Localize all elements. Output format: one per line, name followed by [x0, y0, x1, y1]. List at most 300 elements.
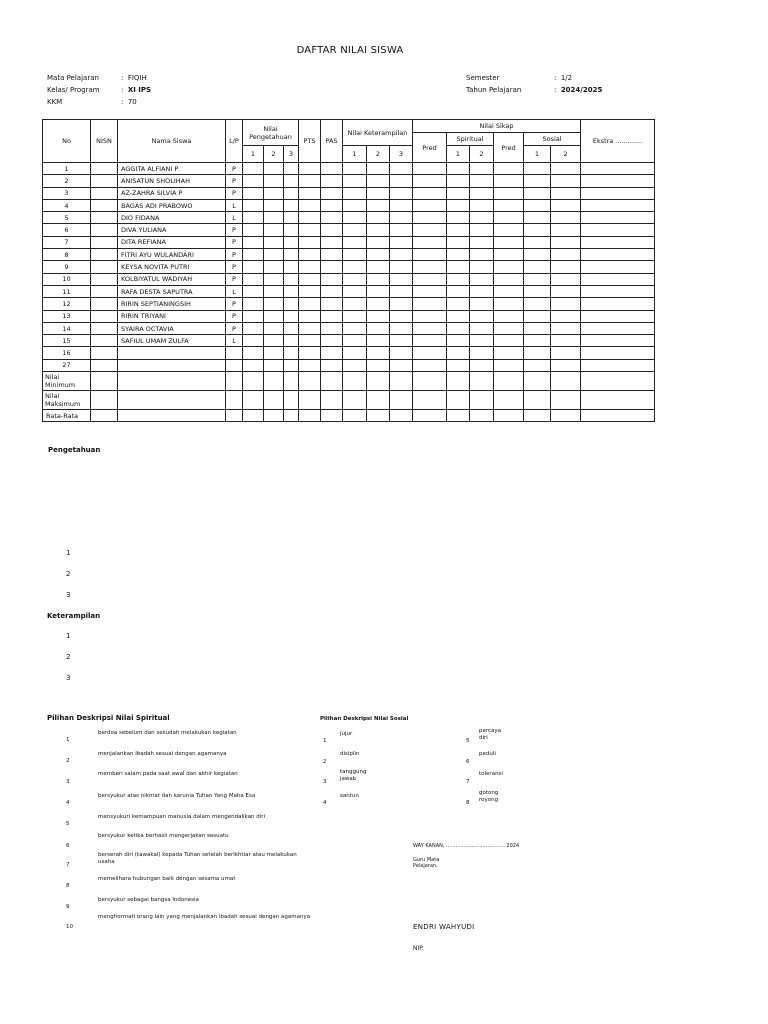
grade-cell[interactable]: [413, 347, 447, 359]
table-row: [43, 199, 655, 211]
grade-cell[interactable]: [581, 322, 655, 334]
grade-cell[interactable]: [390, 298, 413, 310]
grade-cell[interactable]: [581, 310, 655, 322]
grade-cell[interactable]: [321, 187, 343, 199]
col-pts: PTS: [299, 120, 321, 163]
grade-cell[interactable]: [343, 335, 367, 347]
grade-cell[interactable]: [524, 322, 551, 334]
grade-cell[interactable]: [367, 249, 390, 261]
grade-cell[interactable]: [284, 199, 299, 211]
grade-cell[interactable]: [551, 310, 581, 322]
grade-cell[interactable]: [299, 261, 321, 273]
signature-place-date: WAY KANAN, ..................................... 2024: [413, 843, 520, 849]
grade-cell[interactable]: [367, 163, 390, 175]
grade-cell[interactable]: [524, 335, 551, 347]
grade-cell[interactable]: [494, 285, 524, 297]
grade-cell[interactable]: [321, 175, 343, 187]
row-no: 13: [43, 310, 91, 322]
grade-cell[interactable]: [343, 322, 367, 334]
grade-cell[interactable]: [321, 335, 343, 347]
grade-cell[interactable]: [343, 187, 367, 199]
row-nisn: [91, 285, 118, 297]
grade-cell[interactable]: [284, 261, 299, 273]
grade-cell[interactable]: [470, 322, 494, 334]
grade-cell[interactable]: [494, 199, 524, 211]
grade-cell[interactable]: [494, 163, 524, 175]
sosial-item-number: 6: [466, 759, 470, 765]
grade-cell[interactable]: [581, 335, 655, 347]
grade-cell[interactable]: [390, 236, 413, 248]
row-no: 2: [43, 175, 91, 187]
grade-cell[interactable]: [413, 249, 447, 261]
grade-cell[interactable]: [264, 224, 284, 236]
grade-cell[interactable]: [524, 249, 551, 261]
grade-cell[interactable]: [470, 359, 494, 371]
grade-cell[interactable]: [581, 163, 655, 175]
grade-cell[interactable]: [447, 261, 470, 273]
grade-cell[interactable]: [447, 298, 470, 310]
grade-cell[interactable]: [447, 224, 470, 236]
grade-cell[interactable]: [367, 310, 390, 322]
grade-cell[interactable]: [390, 347, 413, 359]
grade-cell[interactable]: [367, 261, 390, 273]
row-lp: P: [226, 322, 243, 334]
grade-cell[interactable]: [524, 175, 551, 187]
grade-cell[interactable]: [299, 322, 321, 334]
grade-cell[interactable]: [494, 249, 524, 261]
grade-cell[interactable]: [343, 175, 367, 187]
grade-cell[interactable]: [264, 212, 284, 224]
grade-cell[interactable]: [343, 249, 367, 261]
grade-cell[interactable]: [321, 322, 343, 334]
grade-cell[interactable]: [447, 175, 470, 187]
grade-cell[interactable]: [413, 187, 447, 199]
grade-cell[interactable]: [343, 212, 367, 224]
grade-cell[interactable]: [390, 249, 413, 261]
grade-cell[interactable]: [321, 273, 343, 285]
grade-cell[interactable]: [243, 224, 264, 236]
grade-cell[interactable]: [494, 212, 524, 224]
grade-cell[interactable]: [524, 359, 551, 371]
grade-cell[interactable]: [243, 199, 264, 211]
grade-cell[interactable]: [494, 261, 524, 273]
grade-cell[interactable]: [494, 236, 524, 248]
col-np-1: 1: [243, 146, 264, 163]
grade-cell[interactable]: [367, 199, 390, 211]
grade-cell[interactable]: [413, 175, 447, 187]
row-lp: [226, 359, 243, 371]
row-no: 9: [43, 261, 91, 273]
grade-cell[interactable]: [581, 175, 655, 187]
grade-cell[interactable]: [524, 236, 551, 248]
grade-cell[interactable]: [264, 310, 284, 322]
grade-cell[interactable]: [284, 347, 299, 359]
grade-cell[interactable]: [343, 285, 367, 297]
grade-cell[interactable]: [367, 335, 390, 347]
row-no: 11: [43, 285, 91, 297]
grade-cell[interactable]: [299, 310, 321, 322]
grade-cell[interactable]: [447, 187, 470, 199]
grade-cell[interactable]: [470, 347, 494, 359]
grade-cell[interactable]: [390, 322, 413, 334]
grade-cell[interactable]: [284, 273, 299, 285]
grade-cell[interactable]: [321, 298, 343, 310]
grade-cell[interactable]: [413, 285, 447, 297]
grade-cell[interactable]: [343, 224, 367, 236]
grade-cell[interactable]: [284, 187, 299, 199]
spiritual-item-text: berserah diri (tawakal) kepada Tuhan setelah berikhtiar atau melakukan usaha: [98, 852, 297, 865]
grade-cell[interactable]: [284, 163, 299, 175]
grade-cell[interactable]: [447, 347, 470, 359]
grade-cell[interactable]: [551, 335, 581, 347]
grade-cell[interactable]: [551, 187, 581, 199]
grade-cell[interactable]: [284, 310, 299, 322]
grade-cell[interactable]: [413, 298, 447, 310]
grade-cell[interactable]: [264, 322, 284, 334]
col-spiritual-2: 2: [470, 146, 494, 163]
grade-cell[interactable]: [264, 335, 284, 347]
grade-cell[interactable]: [243, 261, 264, 273]
grade-cell[interactable]: [367, 298, 390, 310]
grade-cell[interactable]: [494, 273, 524, 285]
grade-cell[interactable]: [447, 273, 470, 285]
grade-cell[interactable]: [343, 163, 367, 175]
grade-cell[interactable]: [581, 359, 655, 371]
grade-cell[interactable]: [299, 335, 321, 347]
grade-cell[interactable]: [264, 187, 284, 199]
grade-cell[interactable]: [494, 322, 524, 334]
grade-cell[interactable]: [390, 163, 413, 175]
grade-cell[interactable]: [551, 212, 581, 224]
grade-cell[interactable]: [321, 212, 343, 224]
grade-cell[interactable]: [284, 212, 299, 224]
grade-cell[interactable]: [321, 199, 343, 211]
row-nama: FITRI AYU WULANDARI: [118, 249, 226, 261]
grade-cell[interactable]: [390, 199, 413, 211]
grade-cell[interactable]: [413, 322, 447, 334]
grade-cell[interactable]: [581, 224, 655, 236]
grade-cell[interactable]: [284, 285, 299, 297]
grade-cell[interactable]: [299, 298, 321, 310]
grade-cell[interactable]: [243, 273, 264, 285]
grade-cell[interactable]: [284, 236, 299, 248]
grade-cell[interactable]: [524, 187, 551, 199]
grade-cell[interactable]: [367, 273, 390, 285]
grade-cell[interactable]: [470, 187, 494, 199]
table-row: [43, 187, 655, 199]
grade-cell[interactable]: [243, 347, 264, 359]
grade-cell[interactable]: [413, 199, 447, 211]
grade-cell[interactable]: [390, 310, 413, 322]
grade-cell[interactable]: [494, 175, 524, 187]
col-pred-spiritual: Pred: [413, 133, 447, 163]
sosial-item-text: tanggung jawab: [340, 769, 367, 782]
grade-cell[interactable]: [470, 199, 494, 211]
grade-cell[interactable]: [264, 199, 284, 211]
grade-cell[interactable]: [284, 224, 299, 236]
grade-cell[interactable]: [390, 261, 413, 273]
grade-cell[interactable]: [243, 212, 264, 224]
grade-cell[interactable]: [367, 359, 390, 371]
grade-cell[interactable]: [524, 310, 551, 322]
grade-cell[interactable]: [494, 224, 524, 236]
grade-cell[interactable]: [447, 163, 470, 175]
grade-cell[interactable]: [413, 310, 447, 322]
grade-cell[interactable]: [447, 249, 470, 261]
grade-cell[interactable]: [390, 187, 413, 199]
grade-cell[interactable]: [390, 273, 413, 285]
grade-cell[interactable]: [243, 310, 264, 322]
row-nama: RIRIN SEPTIANINGSIH: [118, 298, 226, 310]
grade-cell[interactable]: [243, 335, 264, 347]
grade-cell[interactable]: [470, 249, 494, 261]
grade-cell[interactable]: [524, 212, 551, 224]
grade-cell[interactable]: [470, 273, 494, 285]
grade-cell[interactable]: [321, 249, 343, 261]
grade-cell[interactable]: [581, 199, 655, 211]
table-row: [43, 175, 655, 187]
grade-cell[interactable]: [390, 359, 413, 371]
tahun-label: Tahun Pelajaran: [466, 86, 522, 94]
grade-cell[interactable]: [470, 236, 494, 248]
grade-cell[interactable]: [551, 322, 581, 334]
grade-cell[interactable]: [551, 175, 581, 187]
grade-cell[interactable]: [299, 236, 321, 248]
grade-cell[interactable]: [284, 249, 299, 261]
grade-cell[interactable]: [551, 298, 581, 310]
grade-cell[interactable]: [321, 310, 343, 322]
grade-cell[interactable]: [581, 298, 655, 310]
grade-cell[interactable]: [321, 359, 343, 371]
grade-cell[interactable]: [581, 261, 655, 273]
grade-cell[interactable]: [284, 322, 299, 334]
grade-cell[interactable]: [447, 335, 470, 347]
grade-cell[interactable]: [299, 285, 321, 297]
row-lp: P: [226, 236, 243, 248]
grade-cell[interactable]: [470, 163, 494, 175]
grade-cell[interactable]: [524, 273, 551, 285]
grade-cell[interactable]: [343, 359, 367, 371]
row-nisn: [91, 298, 118, 310]
grade-cell[interactable]: [447, 236, 470, 248]
col-np-2: 2: [264, 146, 284, 163]
row-nisn: [91, 335, 118, 347]
grade-cell[interactable]: [367, 347, 390, 359]
grade-cell[interactable]: [551, 199, 581, 211]
spiritual-title: Pilihan Deskripsi Nilai Spiritual: [47, 714, 170, 722]
grade-cell[interactable]: [243, 236, 264, 248]
grade-cell[interactable]: [470, 212, 494, 224]
grade-cell[interactable]: [299, 175, 321, 187]
grade-cell[interactable]: [243, 298, 264, 310]
grade-cell[interactable]: [581, 236, 655, 248]
grade-cell[interactable]: [321, 347, 343, 359]
grade-cell[interactable]: [413, 163, 447, 175]
grade-cell[interactable]: [551, 236, 581, 248]
grade-cell[interactable]: [321, 163, 343, 175]
row-nama: RAFA DESTA SAPUTRA: [118, 285, 226, 297]
grade-cell[interactable]: [413, 224, 447, 236]
grade-cell[interactable]: [413, 212, 447, 224]
grade-cell[interactable]: [470, 261, 494, 273]
kelas-label: Kelas/ Program: [47, 86, 100, 94]
grade-cell[interactable]: [367, 175, 390, 187]
col-nilai-sikap: Nilai Sikap: [413, 120, 581, 133]
grade-cell[interactable]: [264, 347, 284, 359]
grade-cell[interactable]: [284, 175, 299, 187]
col-sosial-1: 1: [524, 146, 551, 163]
sosial-item-text: jujur: [340, 731, 353, 737]
grade-cell[interactable]: [470, 224, 494, 236]
grade-cell[interactable]: [243, 359, 264, 371]
grade-cell[interactable]: [524, 224, 551, 236]
grade-cell[interactable]: [494, 347, 524, 359]
grade-cell[interactable]: [447, 212, 470, 224]
grade-cell[interactable]: [299, 224, 321, 236]
grade-cell[interactable]: [494, 310, 524, 322]
sosial-title: Pilihan Deskripsi Nilai Sosial: [320, 716, 409, 722]
grade-cell[interactable]: [321, 261, 343, 273]
grade-cell[interactable]: [264, 163, 284, 175]
grade-cell[interactable]: [413, 261, 447, 273]
grade-cell[interactable]: [243, 322, 264, 334]
grade-cell[interactable]: [390, 335, 413, 347]
grade-cell[interactable]: [343, 236, 367, 248]
grade-cell[interactable]: [551, 249, 581, 261]
grade-cell[interactable]: [367, 224, 390, 236]
grade-cell[interactable]: [299, 347, 321, 359]
grade-cell[interactable]: [299, 359, 321, 371]
table-row: [43, 310, 655, 322]
grade-cell[interactable]: [367, 212, 390, 224]
grade-cell[interactable]: [470, 310, 494, 322]
col-nisn: NISN: [91, 120, 118, 163]
grade-cell[interactable]: [390, 285, 413, 297]
grade-cell[interactable]: [243, 285, 264, 297]
grade-cell[interactable]: [447, 285, 470, 297]
grade-cell[interactable]: [299, 273, 321, 285]
grade-cell[interactable]: [447, 199, 470, 211]
table-row: [43, 261, 655, 273]
footer-row-min: [43, 372, 655, 391]
sosial-item-number: 5: [466, 738, 470, 744]
grade-cell[interactable]: [470, 335, 494, 347]
grade-cell[interactable]: [343, 310, 367, 322]
grade-cell[interactable]: [413, 273, 447, 285]
grade-cell[interactable]: [551, 273, 581, 285]
grade-cell[interactable]: [284, 298, 299, 310]
grade-cell[interactable]: [343, 347, 367, 359]
grade-cell[interactable]: [299, 212, 321, 224]
grade-cell[interactable]: [343, 199, 367, 211]
grade-cell[interactable]: [264, 236, 284, 248]
grade-cell[interactable]: [299, 249, 321, 261]
grade-cell[interactable]: [494, 187, 524, 199]
grade-cell[interactable]: [264, 261, 284, 273]
grade-cell[interactable]: [581, 347, 655, 359]
grade-cell[interactable]: [413, 236, 447, 248]
grade-cell[interactable]: [264, 298, 284, 310]
grade-cell[interactable]: [524, 163, 551, 175]
grade-cell[interactable]: [551, 347, 581, 359]
grade-cell[interactable]: [299, 163, 321, 175]
grade-cell[interactable]: [581, 273, 655, 285]
grade-cell[interactable]: [243, 163, 264, 175]
grade-cell[interactable]: [524, 261, 551, 273]
grade-cell[interactable]: [413, 359, 447, 371]
grade-cell[interactable]: [413, 335, 447, 347]
grade-cell[interactable]: [390, 224, 413, 236]
grade-cell[interactable]: [243, 187, 264, 199]
grade-cell[interactable]: [524, 285, 551, 297]
grade-cell[interactable]: [264, 175, 284, 187]
grade-cell[interactable]: [551, 359, 581, 371]
grade-cell[interactable]: [581, 249, 655, 261]
grade-cell[interactable]: [470, 175, 494, 187]
grade-cell[interactable]: [470, 298, 494, 310]
grade-cell[interactable]: [264, 359, 284, 371]
grade-cell[interactable]: [551, 285, 581, 297]
grade-cell[interactable]: [243, 175, 264, 187]
grade-cell[interactable]: [581, 187, 655, 199]
grade-cell[interactable]: [581, 212, 655, 224]
row-nama: DITA REFIANA: [118, 236, 226, 248]
grade-cell[interactable]: [581, 285, 655, 297]
grade-cell[interactable]: [284, 359, 299, 371]
grade-cell[interactable]: [551, 163, 581, 175]
grade-cell[interactable]: [343, 298, 367, 310]
grade-cell[interactable]: [470, 285, 494, 297]
grade-cell[interactable]: [390, 175, 413, 187]
grade-cell[interactable]: [321, 224, 343, 236]
grade-cell[interactable]: [243, 249, 264, 261]
grade-cell[interactable]: [524, 298, 551, 310]
grade-cell[interactable]: [264, 285, 284, 297]
grade-cell[interactable]: [299, 199, 321, 211]
grade-cell[interactable]: [343, 261, 367, 273]
grade-cell[interactable]: [447, 359, 470, 371]
meta-row-kelas: [47, 84, 151, 96]
sosial-item-text: santun: [340, 793, 359, 799]
grade-cell[interactable]: [321, 236, 343, 248]
grade-cell[interactable]: [264, 273, 284, 285]
grade-cell[interactable]: [321, 285, 343, 297]
grade-cell[interactable]: [390, 212, 413, 224]
keterampilan-item-1: 1: [66, 632, 71, 640]
grade-cell[interactable]: [284, 335, 299, 347]
grade-cell[interactable]: [367, 285, 390, 297]
grade-cell[interactable]: [367, 236, 390, 248]
grade-cell[interactable]: [494, 298, 524, 310]
grade-cell[interactable]: [343, 273, 367, 285]
row-no: 8: [43, 249, 91, 261]
signature-role-1: Guru Mata: [413, 857, 440, 863]
row-lp: P: [226, 261, 243, 273]
grade-cell[interactable]: [524, 199, 551, 211]
grade-cell[interactable]: [494, 359, 524, 371]
grade-cell[interactable]: [447, 310, 470, 322]
grade-cell[interactable]: [299, 187, 321, 199]
grade-cell[interactable]: [551, 261, 581, 273]
grade-cell[interactable]: [264, 249, 284, 261]
row-lp: P: [226, 273, 243, 285]
grade-cell[interactable]: [367, 322, 390, 334]
grade-cell[interactable]: [551, 224, 581, 236]
grade-cell[interactable]: [447, 322, 470, 334]
grade-cell[interactable]: [524, 347, 551, 359]
grade-cell[interactable]: [494, 335, 524, 347]
grade-cell[interactable]: [367, 187, 390, 199]
